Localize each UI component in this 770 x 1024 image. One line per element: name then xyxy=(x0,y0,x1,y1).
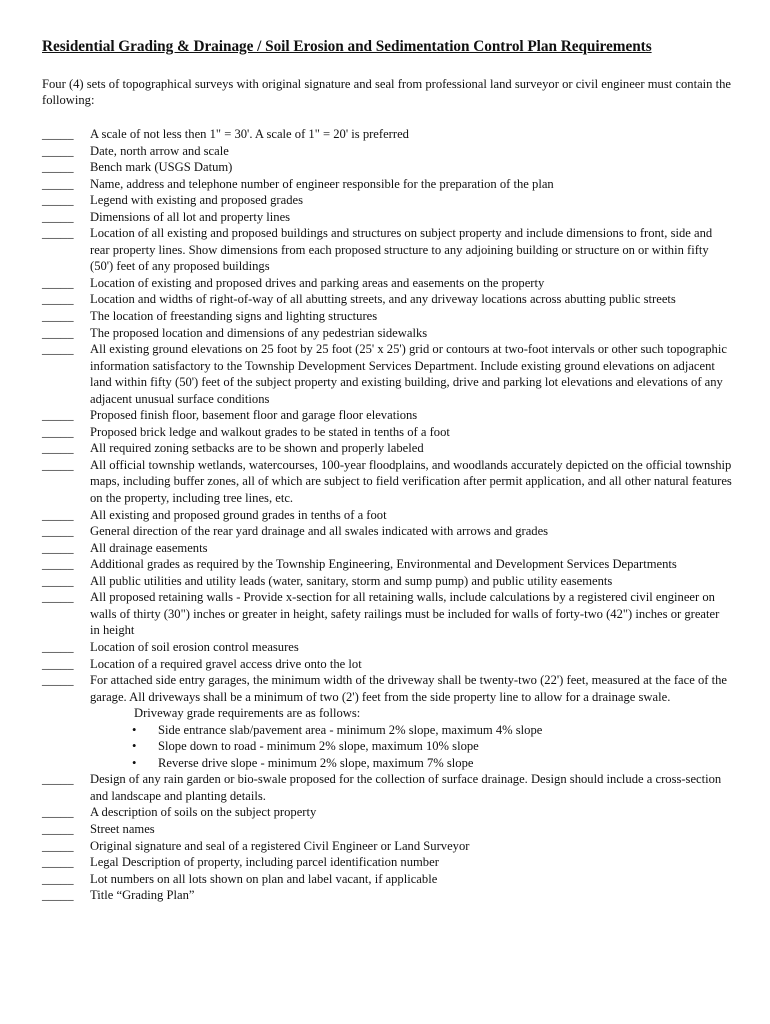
requirement-text: Legend with existing and proposed grades xyxy=(90,193,303,208)
driveway-bullet-item xyxy=(42,755,732,772)
checkbox-blank-line: _____ xyxy=(42,673,74,688)
requirement-item xyxy=(42,225,732,275)
checkbox-blank-line: _____ xyxy=(42,573,74,588)
checkbox-blank-line: _____ xyxy=(42,871,74,886)
requirement-text: Lot numbers on all lots shown on plan and label vacant, if applicable xyxy=(90,871,438,886)
checkbox-blank-line: _____ xyxy=(42,160,74,175)
document-title: Residential Grading & Drainage / Soil Erosion and Sedimentation Control Plan Requirements xyxy=(42,38,652,55)
checkbox-blank-line: _____ xyxy=(42,193,74,208)
requirement-text: All existing and proposed ground grades in tenths of a foot xyxy=(90,507,387,522)
checkbox-blank-line: _____ xyxy=(42,855,74,870)
requirement-text: All required zoning setbacks are to be shown and properly labeled xyxy=(90,441,424,456)
requirement-item xyxy=(42,407,732,424)
requirement-item xyxy=(42,804,732,821)
bullet-icon: • xyxy=(132,722,137,737)
checkbox-blank-line: _____ xyxy=(42,838,74,853)
requirement-item xyxy=(42,771,732,804)
requirement-text: All official township wetlands, watercourses, 100-year floodplains, and woodlands accurately depicted on the official township maps, including buffer zones, all of which are subject to field verification after permit application, and all other natural features on the property, including tree lines, etc. xyxy=(90,457,732,506)
requirement-item xyxy=(42,589,732,639)
checkbox-blank-line: _____ xyxy=(42,656,74,671)
requirement-text: The location of freestanding signs and lighting structures xyxy=(90,309,378,324)
checkbox-blank-line: _____ xyxy=(42,275,74,290)
requirement-item xyxy=(42,540,732,557)
requirement-text: Design of any rain garden or bio-swale proposed for the collection of surface drainage. Design should include a cross-section and landscape and planting details. xyxy=(90,772,722,803)
driveway-bullet-item xyxy=(42,738,732,755)
checkbox-blank-line: _____ xyxy=(42,821,74,836)
requirement-text: For attached side entry garages, the minimum width of the driveway shall be twenty-two (22') feet, measured at the face of the garage. All driveways shall be a minimum of two (2') feet from the side property line to allow for a drainage swale. xyxy=(90,673,727,704)
requirement-item xyxy=(42,672,732,705)
requirement-item xyxy=(42,325,732,342)
requirement-text: All proposed retaining walls - Provide x-section for all retaining walls, include calculations by a registered civil engineer on walls of thirty (30") inches or greater in height, safety railings must be included for walls of forty-two (42") inches or greater in height xyxy=(90,590,720,638)
checkbox-blank-line: _____ xyxy=(42,226,74,241)
requirement-text: Original signature and seal of a registered Civil Engineer or Land Surveyor xyxy=(90,838,470,853)
checkbox-blank-line: _____ xyxy=(42,805,74,820)
bullet-icon: • xyxy=(132,739,137,754)
requirement-item xyxy=(42,507,732,524)
requirement-text: Street names xyxy=(90,821,155,836)
requirement-item xyxy=(42,639,732,656)
requirement-item xyxy=(42,291,732,308)
requirement-text: Proposed brick ledge and walkout grades to be stated in tenths of a foot xyxy=(90,424,450,439)
checkbox-blank-line: _____ xyxy=(42,176,74,191)
checkbox-blank-line: _____ xyxy=(42,457,74,472)
requirement-item xyxy=(42,341,732,407)
checkbox-blank-line: _____ xyxy=(42,292,74,307)
requirement-item xyxy=(42,209,732,226)
checkbox-blank-line: _____ xyxy=(42,325,74,340)
checkbox-blank-line: _____ xyxy=(42,408,74,423)
checkbox-blank-line: _____ xyxy=(42,540,74,555)
requirement-text: Location of soil erosion control measures xyxy=(90,639,299,654)
requirement-item xyxy=(42,887,732,904)
checkbox-blank-line: _____ xyxy=(42,127,74,141)
requirement-item xyxy=(42,523,732,540)
requirement-item xyxy=(42,159,732,176)
requirement-text: A scale of not less then 1" = 30'. A scale of 1" = 20' is preferred xyxy=(90,127,409,141)
requirement-text: Date, north arrow and scale xyxy=(90,143,229,158)
requirements-list xyxy=(42,126,732,904)
requirement-text: Location of a required gravel access drive onto the lot xyxy=(90,656,362,671)
checkbox-blank-line: _____ xyxy=(42,507,74,522)
requirement-text: All drainage easements xyxy=(90,540,208,555)
checkbox-blank-line: _____ xyxy=(42,888,74,903)
requirement-item xyxy=(42,143,732,160)
checkbox-blank-line: _____ xyxy=(42,639,74,654)
requirement-item xyxy=(42,424,732,441)
checkbox-blank-line: _____ xyxy=(42,424,74,439)
requirement-item xyxy=(42,871,732,888)
checkbox-blank-line: _____ xyxy=(42,772,74,787)
driveway-bullet-text: Slope down to road - minimum 2% slope, maximum 10% slope xyxy=(158,739,479,754)
requirement-item xyxy=(42,556,732,573)
requirement-item xyxy=(42,126,732,143)
requirement-text: All existing ground elevations on 25 foot by 25 foot (25' x 25') grid or contours at two-foot intervals or other such topographic information satisfactory to the Township Development Services Department. Include existing ground elevations on adjacent land within fifty (50') feet of the subject property and existing building, drive and parking lot elevations and elevations of any adjacent unusual surface conditions xyxy=(90,342,727,406)
bullet-icon: • xyxy=(132,755,137,770)
requirement-item xyxy=(42,275,732,292)
driveway-requirements-heading: Driveway grade requirements are as follows: xyxy=(134,706,361,721)
checkbox-blank-line: _____ xyxy=(42,309,74,324)
requirement-text: A description of soils on the subject property xyxy=(90,805,317,820)
requirement-item xyxy=(42,573,732,590)
checkbox-blank-line: _____ xyxy=(42,342,74,357)
checkbox-blank-line: _____ xyxy=(42,209,74,224)
intro-paragraph: Four (4) sets of topographical surveys with original signature and seal from professional land surveyor or civil engineer must contain the following: xyxy=(42,77,731,108)
requirement-text: Proposed finish floor, basement floor and garage floor elevations xyxy=(90,408,418,423)
requirement-item xyxy=(42,838,732,855)
checkbox-blank-line: _____ xyxy=(42,590,74,605)
checkbox-blank-line: _____ xyxy=(42,557,74,572)
requirement-item xyxy=(42,308,732,325)
requirement-text: The proposed location and dimensions of any pedestrian sidewalks xyxy=(90,325,428,340)
requirement-item xyxy=(42,440,732,457)
checkbox-blank-line: _____ xyxy=(42,524,74,539)
driveway-bullet-item xyxy=(42,722,732,739)
requirement-text: Title “Grading Plan” xyxy=(90,888,195,903)
requirement-text: Bench mark (USGS Datum) xyxy=(90,160,233,175)
requirement-text: Location of existing and proposed drives and parking areas and easements on the property xyxy=(90,275,545,290)
driveway-bullet-text: Reverse drive slope - minimum 2% slope, maximum 7% slope xyxy=(158,755,474,770)
requirement-text: All public utilities and utility leads (water, sanitary, storm and sump pump) and public utility easements xyxy=(90,573,613,588)
requirement-text: General direction of the rear yard drainage and all swales indicated with arrows and grades xyxy=(90,524,549,539)
requirement-item xyxy=(42,656,732,673)
requirement-item xyxy=(42,821,732,838)
requirement-item xyxy=(42,192,732,209)
requirement-item xyxy=(42,854,732,871)
requirement-item xyxy=(42,457,732,507)
requirement-text: Name, address and telephone number of engineer responsible for the preparation of the plan xyxy=(90,176,554,191)
checkbox-blank-line: _____ xyxy=(42,143,74,158)
requirement-text: Dimensions of all lot and property lines xyxy=(90,209,291,224)
requirement-text: Location and widths of right-of-way of all abutting streets, and any driveway locations across abutting public streets xyxy=(90,292,676,307)
checkbox-blank-line: _____ xyxy=(42,441,74,456)
requirement-text: Additional grades as required by the Township Engineering, Environmental and Development Services Departments xyxy=(90,557,677,572)
driveway-bullet-text: Side entrance slab/pavement area - minimum 2% slope, maximum 4% slope xyxy=(158,722,543,737)
requirement-text: Location of all existing and proposed buildings and structures on subject property and include dimensions to front, side and rear property lines. Show dimensions from each proposed structure to any adjoining building or structure on or within fifty (50') feet of any proposed buildings xyxy=(90,226,713,274)
requirement-item xyxy=(42,176,732,193)
requirement-text: Legal Description of property, including parcel identification number xyxy=(90,855,439,870)
